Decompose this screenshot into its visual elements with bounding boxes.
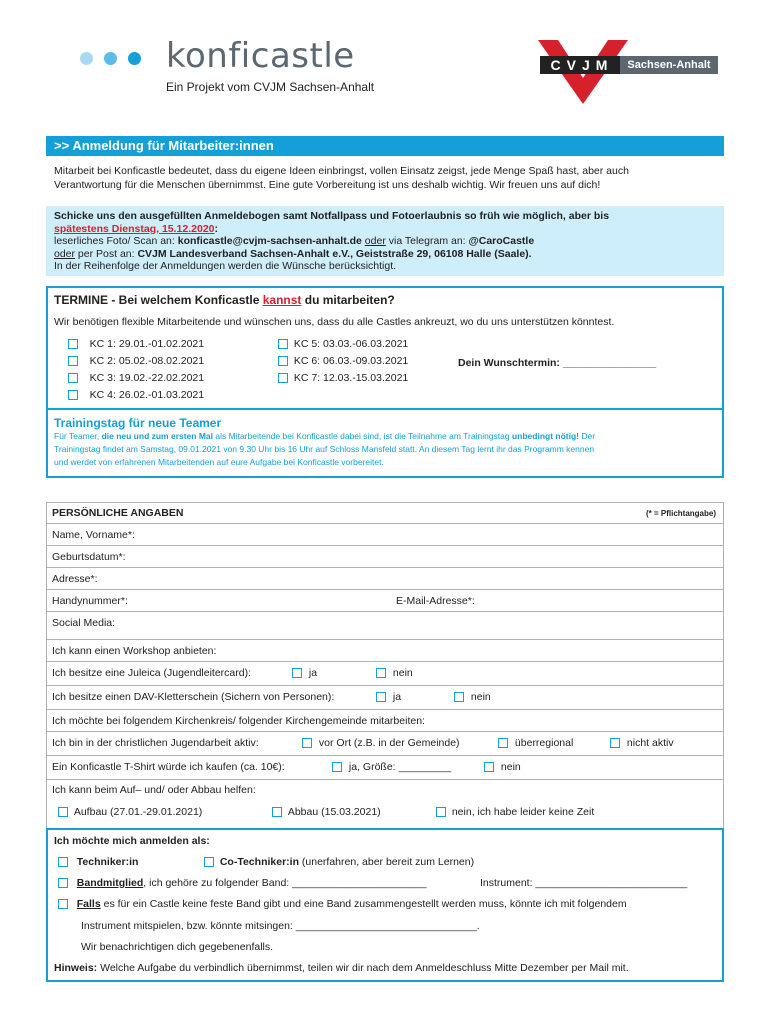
dot-icon xyxy=(104,52,117,65)
checkbox[interactable] xyxy=(58,878,68,888)
telegram-handle: @CaroCastle xyxy=(468,235,535,247)
cvjm-letters-bar: CVJM xyxy=(540,56,624,74)
dot-icon xyxy=(128,52,141,65)
email-link[interactable]: konficastle@cvjm-sachsen-anhalt.de xyxy=(177,235,362,247)
shirt-no[interactable]: nein xyxy=(484,756,521,778)
youth-regional[interactable]: überregional xyxy=(498,732,573,754)
cvjm-logo xyxy=(528,38,720,108)
checkbox[interactable] xyxy=(68,373,78,383)
youth-local[interactable]: vor Ort (z.B. in der Gemeinde) xyxy=(302,732,460,754)
checkbox[interactable] xyxy=(436,807,446,817)
checkbox[interactable] xyxy=(498,738,508,748)
role-technician[interactable]: Techniker:in xyxy=(58,856,138,868)
training-line: Für Teamer, die neu und zum ersten Mal als Mitarbeitende bei Konficastle dabei sind, ist die Teilnahme am Trainingstag unbedingt nötig! Der xyxy=(54,431,596,441)
post-line: oder per Post an: CVJM Landesverband Sachsen-Anhalt e.V., Geiststraße 29, 06108 Halle (Saale). xyxy=(54,247,532,260)
deadline-line: spätestens Dienstag, 15.12.2020: xyxy=(54,222,219,235)
send-line: Schicke uns den ausgefüllten Anmeldebogen samt Notfallpass und Fotoerlaubnis so früh wie möglich, aber bis xyxy=(54,210,610,222)
intro-line: Mitarbeit bei Konficastle bedeutet, dass du eigene Ideen einbringst, vollen Einsatz zeigst, jede Menge Spaß hast, aber auch xyxy=(54,165,629,177)
signup-box xyxy=(46,828,724,982)
dav-no[interactable]: nein xyxy=(454,686,491,708)
checkbox[interactable] xyxy=(68,356,78,366)
training-line: Trainingstag findet am Samstag, 09.01.2021 von 9.30 Uhr bis 16 Uhr auf Schloss Mansfeld statt. An diesem Tag lernt ihr das Programm kennen xyxy=(54,444,595,454)
juleica-no[interactable]: nein xyxy=(376,662,413,684)
checkbox[interactable] xyxy=(68,390,78,400)
instrument-field[interactable]: Instrument: __________________________ xyxy=(480,877,688,889)
dav-yes[interactable]: ja xyxy=(376,686,401,708)
date-option[interactable]: KC 5: 03.03.-06.03.2021 xyxy=(278,336,408,353)
date-option[interactable]: KC 1: 29.01.-01.02.2021 xyxy=(68,336,204,353)
email-field[interactable]: E-Mail-Adresse*: xyxy=(396,595,475,607)
help-setup[interactable]: Aufbau (27.01.-29.01.2021) xyxy=(58,806,202,818)
social-media-field[interactable]: Social Media: xyxy=(46,612,724,640)
brand-wordmark: konficastle xyxy=(166,36,355,76)
notify-note: Wir benachrichtigen dich gegebenenfalls. xyxy=(81,941,274,953)
dates-description: Wir benötigen flexible Mitarbeitende und wünschen uns, dass du alle Castles ankreuzt, wo du uns unterstützen könntest. xyxy=(54,316,615,328)
role-falls[interactable]: Falls es für ein Castle keine feste Band gibt und eine Band zusammengestellt werden muss, könnte ich mit folgendem xyxy=(58,898,627,910)
mobile-field[interactable]: Handynummer*: xyxy=(52,595,128,607)
signup-title: Ich möchte mich anmelden als: xyxy=(54,835,210,847)
dot-icon xyxy=(80,52,93,65)
date-option[interactable]: KC 7: 12.03.-15.03.2021 xyxy=(278,370,408,387)
personal-title: PERSÖNLICHE ANGABEN xyxy=(52,507,184,519)
checkbox[interactable] xyxy=(278,373,288,383)
post-address: CVJM Landesverband Sachsen-Anhalt e.V., Geiststraße 29, 06108 Halle (Saale). xyxy=(137,247,532,260)
dav-row: Ich besitze einen DAV-Kletterschein (Sichern von Personen): ja nein xyxy=(46,686,724,710)
checkbox[interactable] xyxy=(302,738,312,748)
cvjm-region-label: Sachsen-Anhalt xyxy=(620,56,718,74)
contact-row xyxy=(46,590,724,612)
training-line: und werdet von erfahrenen Mitarbeitenden auf eure Aufgabe bei Konficastle vorbereitet. xyxy=(54,457,384,467)
checkbox[interactable] xyxy=(58,807,68,817)
juleica-yes[interactable]: ja xyxy=(292,662,317,684)
youth-inactive[interactable]: nicht aktiv xyxy=(610,732,674,754)
date-option[interactable]: KC 6: 06.03.-09.03.2021 xyxy=(278,353,408,370)
checkbox[interactable] xyxy=(332,762,342,772)
date-option[interactable]: KC 4: 26.02.-01.03.2021 xyxy=(68,387,204,404)
checkbox[interactable] xyxy=(58,857,68,867)
address-field[interactable]: Adresse*: xyxy=(46,568,724,590)
help-block xyxy=(46,780,724,830)
shirt-row: Ein Konficastle T-Shirt würde ich kaufen (ca. 10€): ja, Größe: _________ nein xyxy=(46,756,724,780)
send-instructions-box xyxy=(46,206,724,276)
checkbox[interactable] xyxy=(68,339,78,349)
date-option[interactable]: KC 3: 19.02.-22.02.2021 xyxy=(68,370,204,387)
training-box xyxy=(46,410,724,478)
hint-line: Hinweis: Welche Aufgabe du verbindlich übernimmst, teilen wir dir nach dem Anmeldeschluss Mitte Dezember per Mail mit. xyxy=(54,962,629,974)
deadline: spätestens Dienstag, 15.12.2020 xyxy=(54,222,215,235)
dates-right-column xyxy=(278,336,408,387)
help-label: Ich kann beim Auf– und/ oder Abbau helfen: xyxy=(52,784,256,796)
order-note: In der Reihenfolge der Anmeldungen werden die Wünsche berücksichtigt. xyxy=(54,260,397,272)
checkbox[interactable] xyxy=(376,668,386,678)
falls-instrument-field[interactable]: Instrument mitspielen, bzw. könnte mitsingen: _______________________________. xyxy=(81,920,480,932)
youth-row: Ich bin in der christlichen Jugendarbeit aktiv: vor Ort (z.B. in der Gemeinde) überregional nicht aktiv xyxy=(46,732,724,756)
name-field[interactable]: Name, Vorname*: xyxy=(46,524,724,546)
photo-line: leserliches Foto/ Scan an: konficastle@cvjm-sachsen-anhalt.de oder via Telegram an: @CaroCastle xyxy=(54,235,535,247)
personal-header xyxy=(46,502,724,524)
checkbox[interactable] xyxy=(484,762,494,772)
help-none[interactable]: nein, ich habe leider keine Zeit xyxy=(436,806,594,818)
required-note: (* = Pflichtangabe) xyxy=(645,509,716,518)
checkbox[interactable] xyxy=(454,692,464,702)
registration-title: >> Anmeldung für Mitarbeiter:innen xyxy=(46,136,724,156)
dates-left-column xyxy=(68,336,204,404)
birthdate-field[interactable]: Geburtsdatum*: xyxy=(46,546,724,568)
checkbox[interactable] xyxy=(610,738,620,748)
shirt-yes[interactable]: ja, Größe: _________ xyxy=(332,756,451,778)
intro-text xyxy=(54,164,724,192)
role-cotechnician[interactable]: Co-Techniker:in (unerfahren, aber bereit zum Lernen) xyxy=(204,856,474,868)
dates-box xyxy=(46,286,724,410)
dates-title: TERMINE - Bei welchem Konficastle kannst du mitarbeiten? xyxy=(54,293,395,307)
checkbox[interactable] xyxy=(292,668,302,678)
checkbox[interactable] xyxy=(278,339,288,349)
church-field[interactable]: Ich möchte bei folgendem Kirchenkreis/ folgender Kirchengemeinde mitarbeiten: xyxy=(46,710,724,732)
date-option[interactable]: KC 2: 05.02.-08.02.2021 xyxy=(68,353,204,370)
juleica-row: Ich besitze eine Juleica (Jugendleitercard): ja nein xyxy=(46,662,724,686)
intro-line: Verantwortung für die Menschen übernimmst. Eine gute Vorbereitung ist uns deshalb wichtig. Wir freuen uns auf dich! xyxy=(54,179,601,191)
wish-date-field[interactable]: Dein Wunschtermin: ________________ xyxy=(458,357,657,369)
role-band[interactable]: Bandmitglied, ich gehöre zu folgender Band: _______________________ xyxy=(58,877,426,889)
checkbox[interactable] xyxy=(58,899,68,909)
help-teardown[interactable]: Abbau (15.03.2021) xyxy=(272,806,381,818)
checkbox[interactable] xyxy=(376,692,386,702)
checkbox[interactable] xyxy=(204,857,214,867)
brand-subtitle: Ein Projekt vom CVJM Sachsen-Anhalt xyxy=(166,80,375,94)
workshop-field[interactable]: Ich kann einen Workshop anbieten: xyxy=(46,640,724,662)
checkbox[interactable] xyxy=(272,807,282,817)
checkbox[interactable] xyxy=(278,356,288,366)
training-title: Trainingstag für neue Teamer xyxy=(54,416,222,430)
